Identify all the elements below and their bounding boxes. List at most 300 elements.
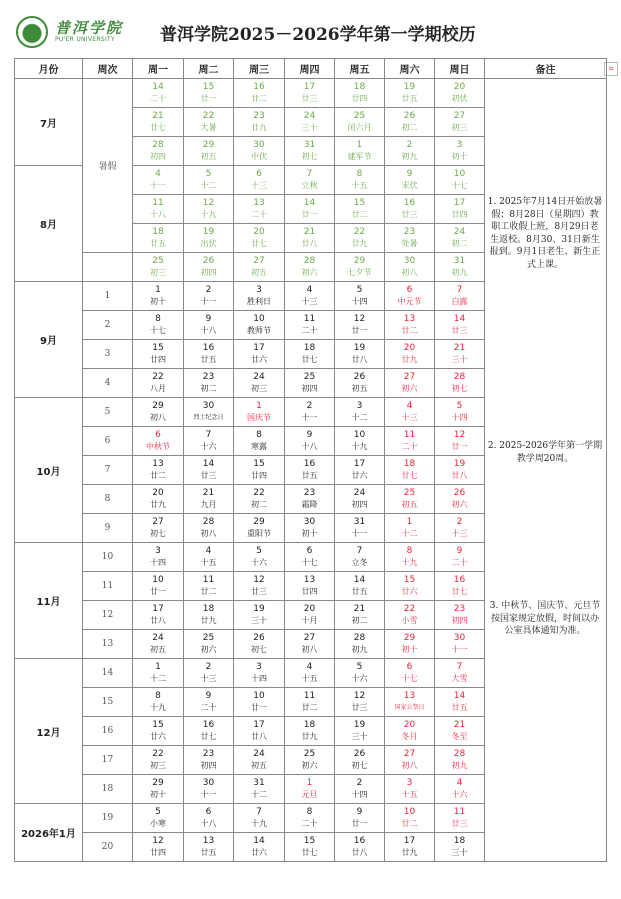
lunar-date: 廿四: [251, 471, 267, 480]
lunar-date: 十二: [351, 413, 368, 422]
day-number: 2: [406, 140, 413, 150]
day-cell: [234, 659, 285, 688]
day-cell: [335, 543, 385, 572]
day-number: 5: [205, 169, 212, 179]
day-cell: [435, 311, 485, 340]
day-number: 26: [453, 488, 466, 498]
lunar-date: 初五: [251, 268, 267, 277]
day-number: 21: [353, 604, 366, 614]
day-number: 18: [353, 82, 366, 92]
lunar-date: 处暑: [401, 239, 418, 248]
lunar-date: 十七: [401, 674, 418, 683]
university-logo-icon: [16, 16, 48, 48]
lunar-date: 十一: [200, 297, 217, 306]
lunar-date: 廿五: [351, 587, 368, 596]
day-cell: [285, 746, 335, 775]
day-cell: [385, 717, 435, 746]
lunar-date: 廿三: [301, 94, 318, 103]
day-number: 25: [303, 749, 316, 759]
day-cell: [285, 427, 335, 456]
lunar-date: 初九: [401, 152, 418, 161]
day-cell: [385, 369, 435, 398]
lunar-date: 冬至: [451, 732, 468, 741]
day-cell: [234, 398, 285, 427]
lunar-date: 十三: [301, 297, 318, 306]
day-number: 30: [202, 778, 215, 788]
day-cell: [133, 485, 184, 514]
day-cell: [133, 311, 184, 340]
lunar-date: 小寒: [150, 819, 166, 828]
day-cell: [285, 485, 335, 514]
lunar-date: 十四: [351, 790, 368, 799]
day-cell: [133, 659, 184, 688]
lunar-date: 十三: [200, 674, 217, 683]
lunar-date: 廿九: [401, 848, 418, 857]
day-cell: [335, 804, 385, 833]
day-number: 9: [356, 807, 363, 817]
lunar-date: 廿七: [251, 239, 267, 248]
week-number-cell: 19: [83, 804, 133, 833]
lunar-date: 十九: [401, 558, 418, 567]
lunar-date: 廿三: [401, 210, 418, 219]
lunar-date: 初十: [301, 529, 318, 538]
day-cell: [184, 137, 234, 166]
day-cell: [335, 717, 385, 746]
day-number: 17: [253, 343, 265, 353]
day-number: 28: [353, 633, 366, 643]
logo-english-name: PU'ER UNIVERSITY: [55, 36, 115, 43]
lunar-date: 初四: [200, 761, 217, 770]
day-cell: [335, 601, 385, 630]
day-number: 10: [403, 807, 416, 817]
day-cell: [184, 398, 234, 427]
lunar-date: 十六: [451, 790, 468, 799]
day-number: 16: [202, 720, 215, 730]
day-number: 21: [453, 343, 466, 353]
lunar-date: 初八: [301, 645, 318, 654]
day-number: 9: [306, 430, 313, 440]
lunar-date: 廿八: [251, 732, 267, 741]
day-number: 8: [256, 430, 262, 440]
day-number: 8: [155, 314, 161, 324]
day-cell: [385, 775, 435, 804]
day-cell: [234, 833, 285, 862]
day-number: 29: [202, 140, 215, 150]
day-cell: [335, 630, 385, 659]
lunar-date: 廿四: [351, 94, 368, 103]
day-number: 5: [356, 285, 363, 295]
lunar-date: 初五: [401, 500, 418, 509]
day-cell: [285, 833, 335, 862]
day-number: 6: [205, 807, 212, 817]
day-cell: [385, 514, 435, 543]
day-number: 9: [205, 691, 212, 701]
lunar-date: 闰六月: [347, 123, 372, 132]
day-cell: [133, 427, 184, 456]
week-number-cell: 1: [83, 282, 133, 311]
day-cell: [285, 543, 335, 572]
day-cell: [385, 630, 435, 659]
day-number: 20: [453, 82, 466, 92]
lunar-date: 初四: [150, 152, 166, 161]
day-number: 17: [403, 836, 416, 846]
lunar-date: 廿五: [200, 848, 217, 857]
day-number: 29: [353, 256, 366, 266]
day-number: 29: [403, 633, 416, 643]
day-number: 25: [152, 256, 164, 266]
day-cell: [285, 775, 335, 804]
day-number: 11: [303, 314, 316, 324]
lunar-date: 初二: [251, 500, 267, 509]
lunar-date: 廿九: [200, 616, 217, 625]
week-number-cell: 4: [83, 369, 133, 398]
lunar-date: 廿三: [251, 587, 267, 596]
day-cell: [133, 108, 184, 137]
day-cell: [133, 601, 184, 630]
day-number: 28: [202, 517, 215, 527]
day-cell: [385, 195, 435, 224]
lunar-date: 十九: [200, 210, 217, 219]
day-number: 27: [453, 111, 466, 121]
lunar-date: 初十: [150, 297, 166, 306]
lunar-date: 初二: [200, 384, 217, 393]
lunar-date: 廿三: [200, 471, 217, 480]
day-number: 3: [256, 285, 262, 295]
day-number: 23: [202, 749, 215, 759]
day-cell: [285, 195, 335, 224]
day-cell: [234, 717, 285, 746]
day-cell: [335, 369, 385, 398]
lunar-date: 廿九: [351, 239, 368, 248]
day-number: 20: [152, 488, 164, 498]
week-number-cell: 18: [83, 775, 133, 804]
lunar-date: 十四: [351, 297, 368, 306]
day-number: 2: [205, 662, 212, 672]
lunar-date: 廿九: [401, 355, 418, 364]
week-number-cell: 14: [83, 659, 133, 688]
lunar-date: 初二: [351, 616, 368, 625]
lunar-date: 十五: [401, 790, 418, 799]
day-number: 29: [253, 517, 265, 527]
day-number: 9: [406, 169, 413, 179]
day-number: 31: [353, 517, 366, 527]
day-number: 12: [253, 575, 265, 585]
day-cell: [234, 456, 285, 485]
day-cell: [335, 224, 385, 253]
day-cell: [133, 398, 184, 427]
day-cell: [184, 253, 234, 282]
lunar-date: 廿五: [451, 703, 468, 712]
day-number: 12: [152, 836, 164, 846]
day-number: 14: [453, 691, 466, 701]
month-cell: 9月: [15, 282, 83, 398]
month-cell: 7月: [15, 79, 83, 166]
lunar-date: 初七: [251, 645, 267, 654]
day-cell: [184, 166, 234, 195]
lunar-date: 廿七: [451, 587, 468, 596]
day-cell: [133, 137, 184, 166]
week-number-cell: 15: [83, 688, 133, 717]
day-cell: [335, 137, 385, 166]
day-number: 13: [202, 836, 215, 846]
day-number: 21: [303, 227, 316, 237]
week-number-cell: 5: [83, 398, 133, 427]
lunar-date: 初四: [451, 616, 468, 625]
lunar-date: 初四: [301, 384, 318, 393]
day-number: 14: [353, 575, 366, 585]
col-mon: 周一: [133, 59, 184, 79]
day-number: 15: [253, 459, 265, 469]
day-number: 20: [303, 604, 316, 614]
day-cell: [285, 79, 335, 108]
day-number: 2: [456, 517, 463, 527]
day-cell: [184, 224, 234, 253]
day-number: 20: [403, 720, 416, 730]
day-number: 14: [453, 314, 466, 324]
lunar-date: 初五: [351, 384, 368, 393]
lunar-date: 十七: [301, 558, 318, 567]
lunar-date: 三十: [451, 848, 468, 857]
day-number: 24: [253, 372, 265, 382]
day-number: 6: [406, 662, 413, 672]
week-number-cell: 12: [83, 601, 133, 630]
day-cell: [385, 137, 435, 166]
day-number: 24: [253, 749, 265, 759]
lunar-date: 廿九: [301, 732, 318, 741]
day-cell: [234, 543, 285, 572]
day-cell: [285, 804, 335, 833]
day-number: 29: [152, 401, 164, 411]
month-cell: 10月: [15, 398, 83, 543]
lunar-date: 初八: [200, 529, 217, 538]
day-cell: [435, 108, 485, 137]
day-cell: [435, 485, 485, 514]
lunar-date: 二十: [200, 703, 217, 712]
page-title: 普洱学院2025－2026学年第一学期校历: [160, 25, 476, 45]
day-number: 18: [403, 459, 416, 469]
day-cell: [133, 746, 184, 775]
day-cell: [234, 340, 285, 369]
lunar-date: 十一: [301, 413, 318, 422]
day-number: 7: [306, 169, 313, 179]
day-number: 16: [353, 836, 366, 846]
day-cell: [234, 514, 285, 543]
day-number: 15: [353, 198, 366, 208]
day-cell: [335, 79, 385, 108]
lunar-date: 初九: [351, 645, 368, 654]
lunar-date: 十二: [150, 674, 166, 683]
day-cell: [335, 253, 385, 282]
lunar-date: 二十: [251, 210, 267, 219]
day-cell: [184, 456, 234, 485]
day-number: 3: [356, 401, 363, 411]
day-cell: [285, 253, 335, 282]
lunar-date: 初九: [451, 268, 468, 277]
lunar-date: 三十: [251, 616, 267, 625]
lunar-date: 重阳节: [247, 529, 271, 538]
day-cell: [234, 572, 285, 601]
lunar-date: 廿一: [451, 442, 468, 451]
day-number: 12: [453, 430, 466, 440]
lunar-date: 初九: [451, 761, 468, 770]
lunar-date: 十一: [200, 790, 217, 799]
day-cell: [184, 601, 234, 630]
day-number: 15: [152, 343, 164, 353]
day-cell: [133, 717, 184, 746]
lunar-date: 十八: [301, 442, 318, 451]
day-cell: [385, 398, 435, 427]
day-cell: [133, 775, 184, 804]
day-number: 21: [202, 488, 215, 498]
day-cell: [234, 746, 285, 775]
day-number: 7: [356, 546, 363, 556]
day-number: 25: [353, 111, 366, 121]
vacation-cell: 暑假: [83, 79, 133, 253]
day-number: 10: [353, 430, 366, 440]
day-number: 3: [456, 140, 463, 150]
day-number: 8: [306, 807, 313, 817]
month-cell: 12月: [15, 659, 83, 804]
day-cell: [435, 717, 485, 746]
lunar-date: 廿一: [351, 326, 368, 335]
day-cell: [335, 166, 385, 195]
lunar-date: 初六: [301, 268, 318, 277]
day-cell: [435, 543, 485, 572]
day-cell: [435, 427, 485, 456]
day-number: 14: [152, 82, 164, 92]
day-cell: [133, 804, 184, 833]
day-cell: [335, 514, 385, 543]
day-cell: [435, 166, 485, 195]
day-number: 30: [202, 401, 215, 411]
lunar-date: 廿二: [200, 587, 217, 596]
day-number: 11: [202, 575, 215, 585]
col-thu: 周四: [285, 59, 335, 79]
day-cell: [285, 659, 335, 688]
note-1: 1. 2025年7月14日开始放暑假；8月28日（星期四）教职工收假上班，8月29日老生返校。8月30、31日新生报到。9月1日老生、新生正式上课。: [487, 197, 603, 270]
day-cell: [435, 688, 485, 717]
lunar-date: 初八: [401, 761, 418, 770]
day-number: 10: [453, 169, 466, 179]
day-number: 13: [403, 691, 416, 701]
day-cell: [285, 688, 335, 717]
day-number: 22: [152, 372, 164, 382]
lunar-date: 十一: [451, 645, 468, 654]
lunar-date: 廿八: [451, 471, 468, 480]
day-number: 23: [403, 227, 416, 237]
day-number: 7: [456, 285, 463, 295]
day-cell: [435, 398, 485, 427]
week-number-cell: 20: [83, 833, 133, 862]
day-cell: [435, 514, 485, 543]
lunar-date: 十八: [150, 210, 166, 219]
month-cell: 2026年1月: [15, 804, 83, 862]
lunar-date: 廿七: [150, 123, 166, 132]
day-number: 26: [253, 633, 265, 643]
day-cell: [385, 746, 435, 775]
lunar-date: 初六: [301, 761, 318, 770]
week-number-cell: 11: [83, 572, 133, 601]
day-cell: [285, 166, 335, 195]
week-number-cell: 3: [83, 340, 133, 369]
day-number: 12: [202, 198, 215, 208]
table-row: [15, 79, 607, 108]
day-cell: [435, 746, 485, 775]
day-cell: [234, 311, 285, 340]
day-cell: [335, 195, 385, 224]
day-number: 5: [256, 546, 262, 556]
day-number: 20: [253, 227, 265, 237]
lunar-date: 初六: [451, 500, 468, 509]
day-cell: [435, 833, 485, 862]
day-cell: [335, 746, 385, 775]
lunar-date: 十六: [200, 442, 217, 451]
col-tue: 周二: [184, 59, 234, 79]
lunar-date: 初五: [200, 152, 217, 161]
lunar-date: 初七: [150, 529, 166, 538]
day-number: 21: [453, 720, 466, 730]
lunar-date: 廿四: [150, 848, 166, 857]
day-cell: [234, 253, 285, 282]
lunar-date: 廿六: [401, 587, 418, 596]
day-number: 25: [202, 633, 215, 643]
day-number: 17: [253, 720, 265, 730]
day-number: 8: [356, 169, 363, 179]
day-number: 18: [303, 343, 316, 353]
day-cell: [385, 253, 435, 282]
day-cell: [133, 166, 184, 195]
day-number: 4: [155, 169, 161, 179]
day-number: 13: [303, 575, 316, 585]
day-number: 31: [303, 140, 316, 150]
day-cell: [435, 137, 485, 166]
lunar-date: 十一: [150, 181, 166, 190]
day-cell: [335, 398, 385, 427]
day-cell: [285, 514, 335, 543]
day-number: 28: [453, 749, 466, 759]
day-cell: [234, 282, 285, 311]
lunar-date: 十四: [251, 674, 267, 683]
day-cell: [184, 659, 234, 688]
lunar-date: 廿五: [150, 239, 166, 248]
lunar-date: 初八: [150, 413, 166, 422]
day-number: 16: [202, 343, 215, 353]
col-sun: 周日: [435, 59, 485, 79]
lunar-date: 初三: [150, 761, 166, 770]
lunar-date: 霜降: [301, 500, 318, 509]
day-cell: [435, 775, 485, 804]
table-handle-icon[interactable]: ⌗: [604, 62, 618, 76]
day-cell: [435, 456, 485, 485]
day-cell: [234, 224, 285, 253]
day-number: 6: [406, 285, 413, 295]
lunar-date: 大雪: [451, 674, 468, 683]
day-cell: [385, 79, 435, 108]
lunar-date: 十三: [401, 413, 418, 422]
day-number: 13: [152, 459, 164, 469]
lunar-date: 十五: [200, 558, 217, 567]
day-cell: [285, 108, 335, 137]
lunar-date: 初三: [451, 123, 468, 132]
day-cell: [385, 543, 435, 572]
day-number: 27: [152, 517, 164, 527]
day-number: 26: [202, 256, 215, 266]
lunar-date: 廿七: [200, 732, 217, 741]
week-number-cell: 8: [83, 485, 133, 514]
day-cell: [133, 195, 184, 224]
day-number: 30: [403, 256, 416, 266]
day-number: 12: [353, 314, 366, 324]
